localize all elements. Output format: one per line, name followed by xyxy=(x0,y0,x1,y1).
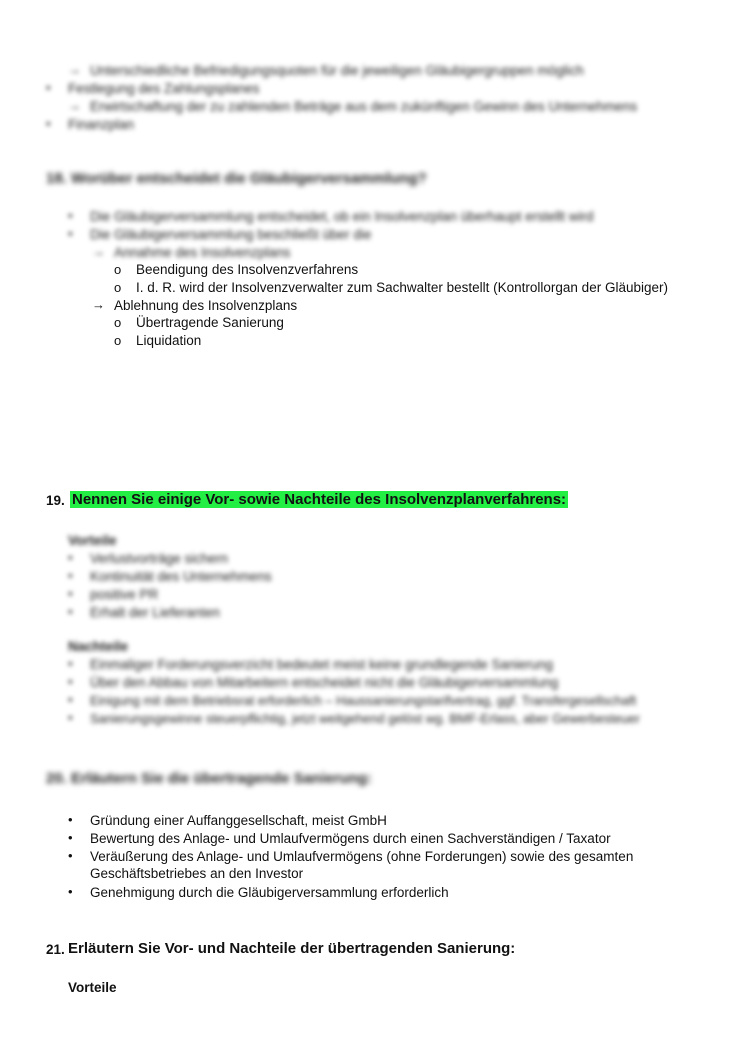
bullet-icon: • xyxy=(68,208,73,223)
circle-bullet-icon: o xyxy=(114,333,122,348)
q21-vorteile-label: Vorteile xyxy=(68,980,117,995)
bullet-icon: • xyxy=(46,116,51,131)
arrow-icon: → xyxy=(68,98,81,113)
list-item: Übertragende Sanierung xyxy=(136,315,284,330)
list-item: Sanierungsgewinne steuerpflichtig, jetzt weitgehend gelöst wg. BMF-Erlass, aber Gewerbesteuer xyxy=(90,711,640,726)
q21-number: 21. xyxy=(46,942,65,957)
bullet-icon: • xyxy=(68,830,73,845)
list-item: Einigung mit dem Betriebsrat erforderlich – Haussanierungstarifvertrag, ggf. Transfergesellschaft xyxy=(90,693,637,708)
list-item: Gründung einer Auffanggesellschaft, meist GmbH xyxy=(90,813,387,828)
bullet-icon: • xyxy=(68,568,73,583)
nachteile-label: Nachteile xyxy=(68,639,129,654)
list-item: Kontinuität des Unternehmens xyxy=(90,569,272,584)
list-item: Erhalt der Lieferanten xyxy=(90,605,220,620)
list-item: Veräußerung des Anlage- und Umlaufvermögens (ohne Forderungen) sowie des gesamten xyxy=(90,849,634,864)
arrow-icon: → xyxy=(68,62,81,77)
arrow-icon: → xyxy=(92,297,105,312)
bullet-icon: • xyxy=(68,656,73,671)
bullet-icon: • xyxy=(68,812,73,827)
list-item: Unterschiedliche Befriedigungsquoten für die jeweiligen Gläubigergruppen möglich xyxy=(90,63,584,78)
circle-bullet-icon: o xyxy=(114,262,122,277)
arrow-icon: → xyxy=(92,244,105,259)
q19-heading: Nennen Sie einige Vor- sowie Nachteile des Insolvenzplanverfahrens: xyxy=(72,491,567,508)
bullet-icon: • xyxy=(68,692,73,707)
list-item: Festlegung des Zahlungsplanes xyxy=(68,81,260,96)
vorteile-label: Vorteile xyxy=(68,533,117,548)
bullet-icon: • xyxy=(68,674,73,689)
bullet-icon: • xyxy=(68,884,73,899)
list-item: Bewertung des Anlage- und Umlaufvermögens durch einen Sachverständigen / Taxator xyxy=(90,831,611,846)
bullet-icon: • xyxy=(68,848,73,863)
q19-heading-wrap xyxy=(70,490,568,510)
bullet-icon: • xyxy=(68,604,73,619)
q20-heading: 20. Erläutern Sie die übertragende Sanierung: xyxy=(46,770,372,787)
list-item: Beendigung des Insolvenzverfahrens xyxy=(136,262,359,277)
list-item: Finanzplan xyxy=(68,117,135,132)
circle-bullet-icon: o xyxy=(114,315,122,330)
bullet-icon: • xyxy=(68,550,73,565)
list-item: Einmaliger Forderungsverzicht bedeutet meist keine grundlegende Sanierung xyxy=(90,657,554,672)
list-item: I. d. R. wird der Insolvenzverwalter zum Sachwalter bestellt (Kontrollorgan der Gläubiger) xyxy=(136,280,668,295)
circle-bullet-icon: o xyxy=(114,280,122,295)
bullet-icon: • xyxy=(68,586,73,601)
list-item: Verlustvorträge sichern xyxy=(90,551,229,566)
bullet-icon: • xyxy=(46,80,51,95)
q18-heading: 18. Worüber entscheidet die Gläubigerversammlung? xyxy=(46,170,427,187)
bullet-icon: • xyxy=(68,710,73,725)
list-item: Liquidation xyxy=(136,333,202,348)
q21-heading: Erläutern Sie Vor- und Nachteile der übertragenden Sanierung: xyxy=(68,940,516,957)
bullet-icon: • xyxy=(68,226,73,241)
list-item-continuation: Geschäftsbetriebes an den Investor xyxy=(90,866,304,881)
list-item: Erwirtschaftung der zu zahlenden Beträge aus dem zukünftigen Gewinn des Unternehmens xyxy=(90,99,638,114)
q19-number: 19. xyxy=(46,493,65,508)
list-item: Genehmigung durch die Gläubigerversammlung erforderlich xyxy=(90,885,449,900)
list-item: positive PR xyxy=(90,587,159,602)
list-item: Ablehnung des Insolvenzplans xyxy=(114,298,298,313)
list-item: Annahme des Insolvenzplans xyxy=(114,245,291,260)
list-item: Die Gläubigerversammlung entscheidet, ob ein Insolvenzplan überhaupt erstellt wird xyxy=(90,209,594,224)
list-item: Die Gläubigerversammlung beschließt über die xyxy=(90,227,372,242)
list-item: Über den Abbau von Mitarbeitern entscheidet nicht die Gläubigerversammlung xyxy=(90,675,559,690)
